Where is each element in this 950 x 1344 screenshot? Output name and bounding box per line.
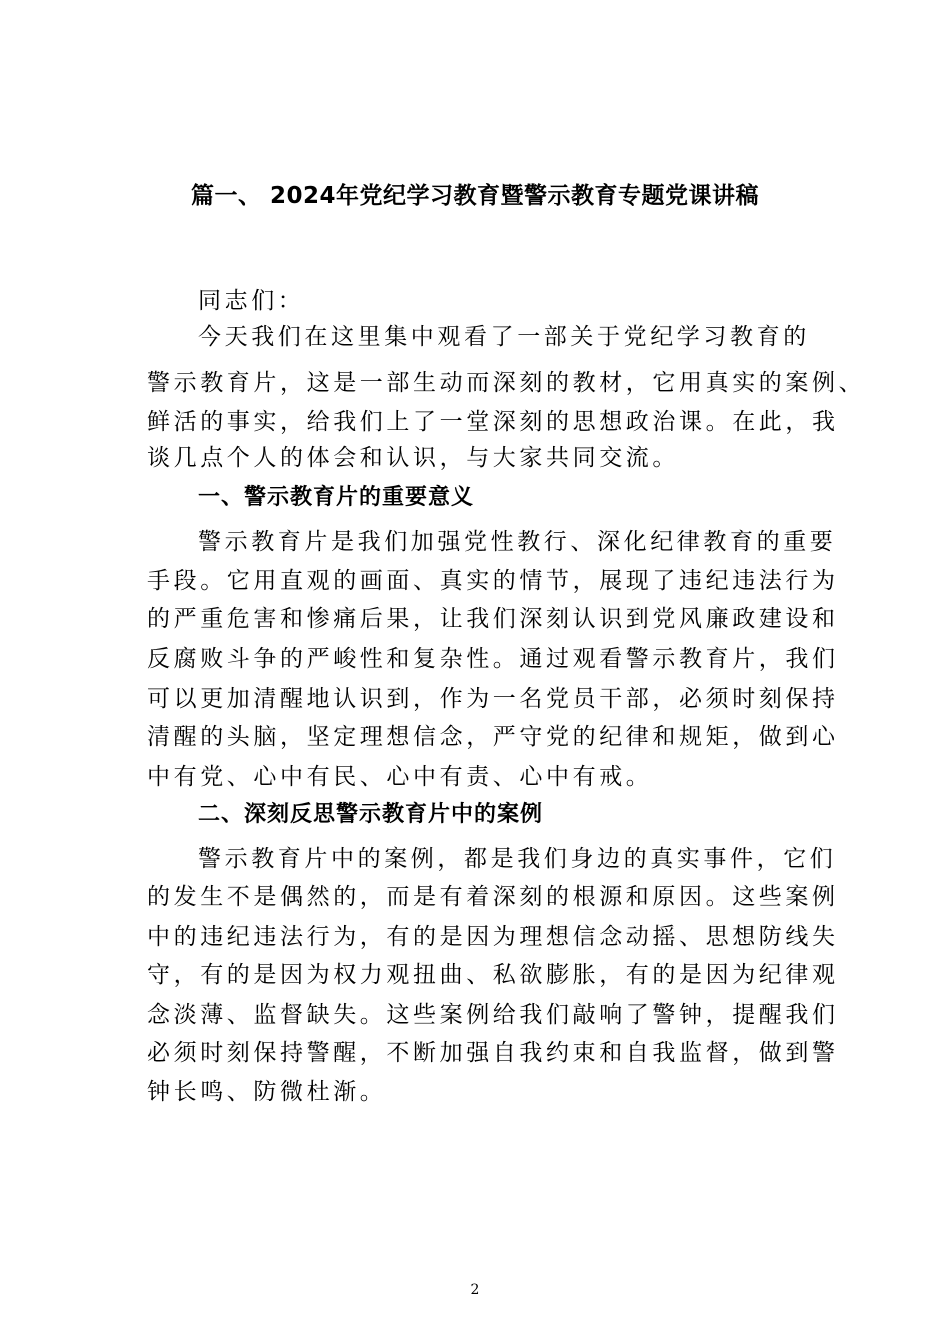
section1-line: 清醒的头脑，坚定理想信念，严守党的纪律和规矩，做到心 xyxy=(147,724,839,750)
section-heading-2: 二、深刻反思警示教育片中的案例 xyxy=(198,802,544,827)
intro-line: 谈几点个人的体会和认识，与大家共同交流。 xyxy=(147,445,679,471)
intro-line: 鲜活的事实，给我们上了一堂深刻的思想政治课。在此，我 xyxy=(147,409,839,435)
section2-line: 念淡薄、监督缺失。这些案例给我们敲响了警钟，提醒我们 xyxy=(147,1002,839,1028)
section1-line: 警示教育片是我们加强党性教行、深化纪律教育的重要 xyxy=(198,529,837,555)
section1-line: 的严重危害和惨痛后果，让我们深刻认识到党风廉政建设和 xyxy=(147,606,839,632)
section2-line: 中的违纪违法行为，有的是因为理想信念动摇、思想防线失 xyxy=(147,924,839,950)
page-number: 2 xyxy=(470,1282,480,1298)
section2-line: 的发生不是偶然的，而是有着深刻的根源和原因。这些案例 xyxy=(147,884,839,910)
salutation: 同志们： xyxy=(198,288,305,314)
section2-line: 必须时刻保持警醒，不断加强自我约束和自我监督，做到警 xyxy=(147,1040,839,1066)
section2-line: 守，有的是因为权力观扭曲、私欲膨胀，有的是因为纪律观 xyxy=(147,962,839,988)
document-title: 篇一、 2024年党纪学习教育暨警示教育专题党课讲稿 xyxy=(190,183,760,209)
intro-line: 今天我们在这里集中观看了一部关于党纪学习教育的 xyxy=(198,324,810,350)
section1-line: 中有党、心中有民、心中有责、心中有戒。 xyxy=(147,764,653,790)
section2-line: 钟长鸣、防微杜渐。 xyxy=(147,1079,387,1105)
section2-line: 警示教育片中的案例，都是我们身边的真实事件，它们 xyxy=(198,846,837,872)
section1-line: 手段。它用直观的画面、真实的情节，展现了违纪违法行为 xyxy=(147,568,839,594)
intro-line: 警示教育片，这是一部生动而深刻的教材，它用真实的案例、 xyxy=(147,370,866,396)
section1-line: 可以更加清醒地认识到，作为一名党员干部，必须时刻保持 xyxy=(147,686,839,712)
section-heading-1: 一、警示教育片的重要意义 xyxy=(198,485,475,510)
section1-line: 反腐败斗争的严峻性和复杂性。通过观看警示教育片，我们 xyxy=(147,646,839,672)
